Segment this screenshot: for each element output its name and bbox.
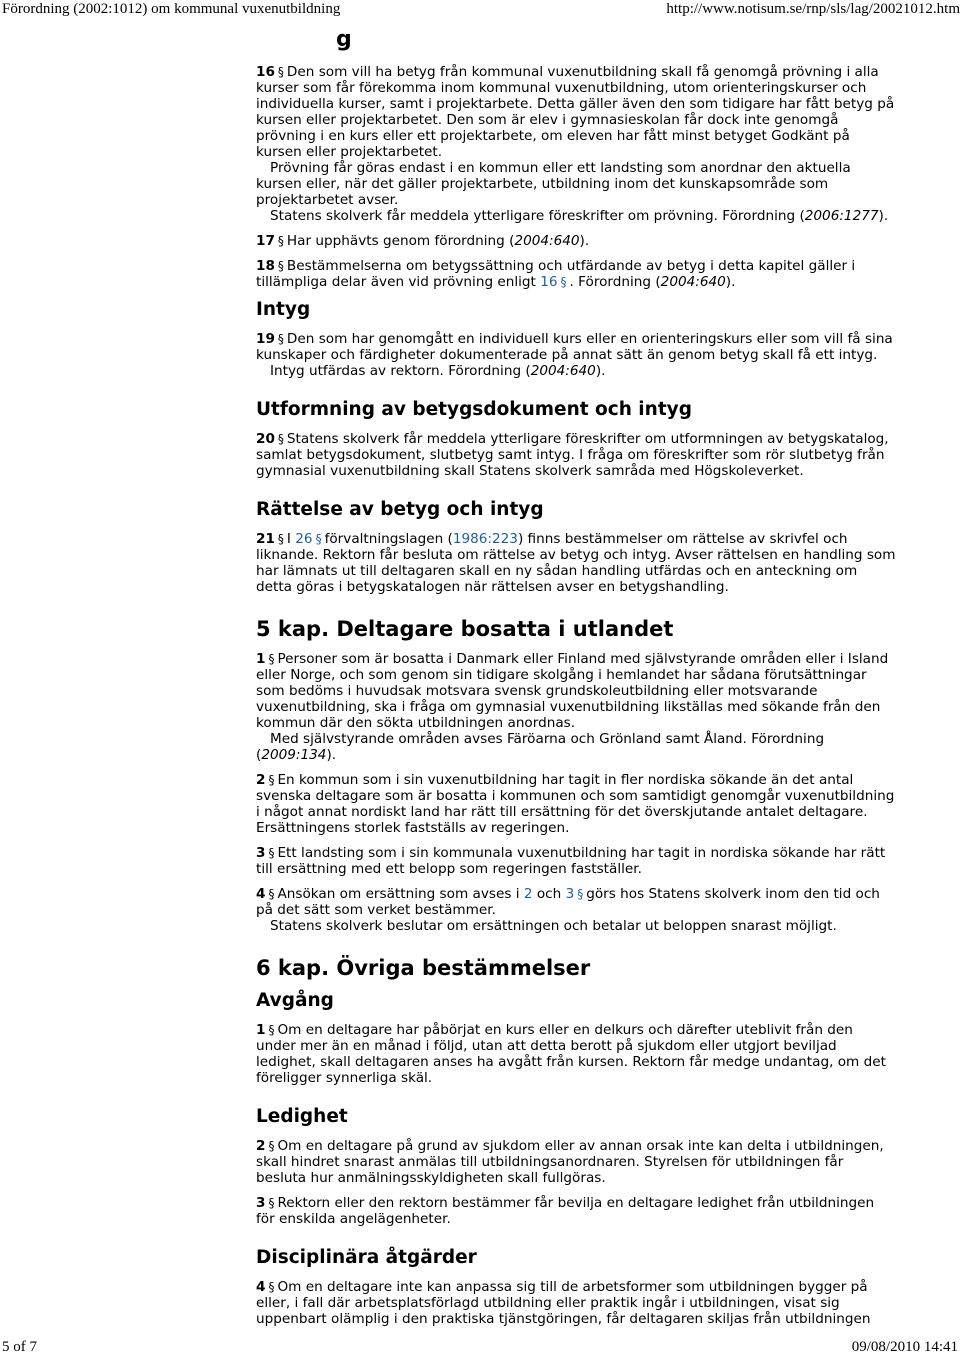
kap6-paragraph-4: 4 § Om en deltagare inte kan anpassa sig till de arbetsformer som utbildningen bygger på eller, i fall där arbetsplatsförlagd utbildning eller praktik ingår i utbildningen, visat sig uppenbart olämplig i den praktiska tjänstgöringen, får deltagaren skiljas från utbildningen: [256, 1279, 871, 1327]
kap6-paragraph-2: 2 § Om en deltagare på grund av sjukdom eller av annan orsak inte kan delta i utbildningen, skall hindret snarast anmälas till utbildningsanordnaren. Styrelsen för utbildningen får besluta hur anmälningsskyldigheten skall fullgöras.: [256, 1138, 884, 1186]
paragraph-16: 16 § Den som vill ha betyg från kommunal vuxenutbildning skall få genomgå prövning i alla kurser som får förekomma inom kommunal vuxenutbildning, utom orienteringskurser och individuella kurser, samt i projektarbete. Detta gäller även den som tidigare har fått betyg på kursen eller projektarbetet. Den som är elev i gymnasieskolan får dock inte genomgå prövning i en kurs eller ett projektarbete, om eleven har fått minst betyget Godkänt på kursen eller projektarbetet.: [256, 64, 895, 160]
heading-ledighet: Ledighet: [256, 1106, 348, 1127]
link-section-3[interactable]: 3: [565, 886, 575, 902]
document-title: Förordning (2002:1012) om kommunal vuxenutbildning: [2, 1, 341, 17]
document-body: [256, 27, 896, 1327]
paragraph-20: 20 § Statens skolverk får meddela ytterligare föreskrifter om utformningen av betygskatalog, samlat betygsdokument, slutbetyg samt intyg. I fråga om föreskrifter som rör slutbetyg från gymnasial vuxenutbildning skall Statens skolverk samråda med Högskoleverket.: [256, 431, 889, 479]
heading-rattelse: Rättelse av betyg och intyg: [256, 499, 544, 520]
clipped-heading: g: [336, 27, 352, 52]
heading-avgang: Avgång: [256, 990, 334, 1011]
print-datetime: 09/08/2010 14:41: [851, 1339, 958, 1355]
paragraph-17: 17 § Har upphävts genom förordning (2004:640).: [256, 233, 590, 249]
document-url: http://www.notisum.se/rnp/sls/lag/20021012.htm: [666, 1, 960, 17]
paragraph-21: 21 § I 26 § förvaltningslagen (1986:223) finns bestämmelser om rättelse av skrivfel och liknande. Rektorn får besluta om rättelse av betyg och intyg. Avser rättelsen en handling som har lämnats ut till deltagaren skall en ny sådan handling utfärdas och en anteckning om detta göras i betygskatalogen när rättelsen avser en betygshandling.: [256, 531, 896, 595]
paragraph-19: 19 § Den som har genomgått en individuell kurs eller en orienteringskurs eller som vill få sina kunskaper och färdigheter dokumenterade på annat sätt än genom betyg skall få ett intyg.: [256, 331, 893, 363]
kap6-paragraph-1: 1 § Om en deltagare har påbörjat en kurs eller en delkurs och därefter uteblivit från den under mer än en månad i följd, utan att detta berott på sjukdom eller utgjort beviljad ledighet, skall deltagaren anses ha avgått från kursen. Rektorn får medge undantag, om det föreligger synnerliga skäl.: [256, 1022, 886, 1086]
kap5-paragraph-1-part-2: Med självstyrande områden avses Färöarna och Grönland samt Åland. Förordning (2009:134).: [256, 731, 825, 763]
link-section-16[interactable]: 16: [540, 274, 558, 290]
kap5-paragraph-4: 4 § Ansökan om ersättning som avses i 2 och 3 § görs hos Statens skolverk inom den tid och på det sätt som verket bestämmer.: [256, 886, 880, 918]
link-forvaltningslagen[interactable]: 1986:223: [452, 531, 518, 547]
link-section-26[interactable]: 26: [295, 531, 313, 547]
heading-kap5: 5 kap. Deltagare bosatta i utlandet: [256, 617, 674, 641]
kap5-paragraph-4-part-2: Statens skolverk beslutar om ersättningen och betalar ut beloppen snarast möjligt.: [270, 918, 837, 934]
heading-utformning: Utformning av betygsdokument och intyg: [256, 399, 692, 420]
heading-kap6: 6 kap. Övriga bestämmelser: [256, 956, 591, 980]
link-section-2[interactable]: 2: [523, 886, 533, 902]
kap5-paragraph-1: 1 § Personer som är bosatta i Danmark eller Finland med självstyrande områden eller i Island eller Norge, och som genom sin tidigare skolgång i hemlandet har sådana förutsättningar som bedöms i huvudsak motsvara svensk grundskoleutbildning eller motsvarande vuxenutbildning, ska i fråga om gymnasial vuxenutbildning likställas med sökande från den kommun där den sökta utbildningen anordnas.: [256, 651, 889, 731]
paragraph-18: 18 § Bestämmelserna om betygssättning och utfärdande av betyg i detta kapitel gäller i tillämpliga delar även vid prövning enligt 16 § . Förordning (2004:640).: [256, 258, 856, 290]
page-number: 5 of 7: [2, 1339, 37, 1355]
section-sign: §: [277, 65, 284, 79]
print-footer: [0, 1337, 960, 1357]
kap5-paragraph-3: 3 § Ett landsting som i sin kommunala vuxenutbildning har tagit in nordiska sökande har rätt till ersättning med ett belopp som regeringen fastställer.: [256, 845, 886, 877]
heading-intyg: Intyg: [256, 299, 311, 320]
kap5-paragraph-2: 2 § En kommun som i sin vuxenutbildning har tagit in fler nordiska sökande än det antal svenska deltagare som är bosatta i kommunen och som samtidigt genomgår vuxenutbildning i något annat nordiskt land har rätt till ersättning för det överskjutande antalet deltagare. Ersättningens storlek fastställs av regeringen.: [256, 772, 895, 836]
print-header: [0, 0, 960, 20]
paragraph-16-part-2: Prövning får göras endast i en kommun eller ett landsting som anordnar den aktuella kursen eller, när det gäller projektarbete, utbildning inom det kunskapsområde som projektarbetet avser.: [256, 160, 851, 208]
heading-disciplin: Disciplinära åtgärder: [256, 1247, 477, 1268]
paragraph-16-part-3: Statens skolverk får meddela ytterligare föreskrifter om prövning. Förordning (2006:1277).: [270, 208, 889, 224]
kap6-paragraph-3: 3 § Rektorn eller den rektorn bestämmer får bevilja en deltagare ledighet från utbildningen för enskilda angelägenheter.: [256, 1195, 875, 1227]
paragraph-19-part-2: Intyg utfärdas av rektorn. Förordning (2004:640).: [270, 363, 606, 379]
